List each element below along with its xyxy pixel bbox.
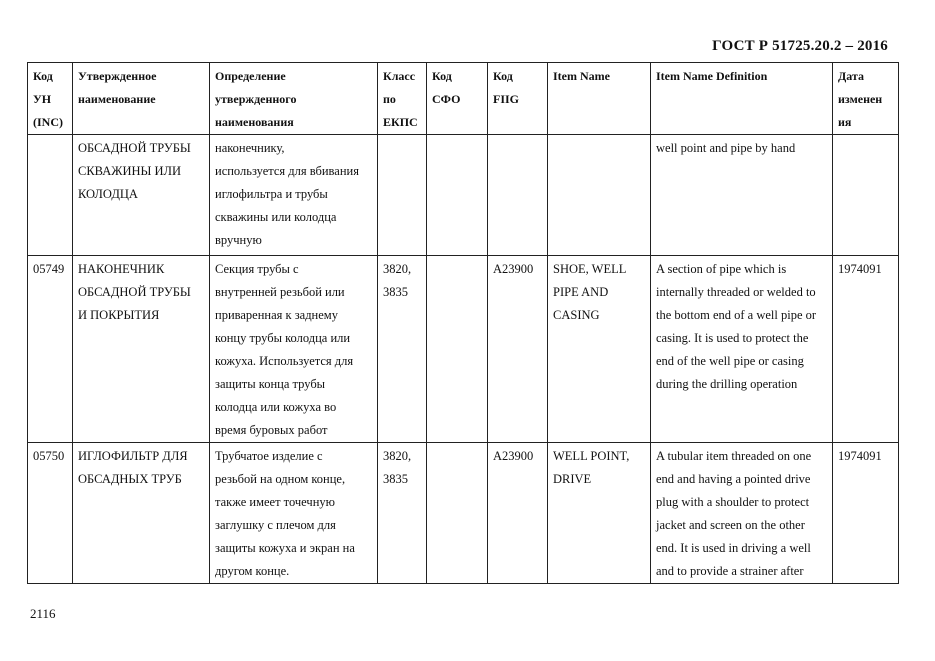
page-number: 2116 [30, 606, 56, 621]
cell-fiig-code [488, 135, 548, 256]
column-header-item-name-definition: Item Name Definition [651, 63, 833, 135]
cell-definition: наконечнику, используется для вбивания иглофильтра и трубы скважины или колодца вручную [210, 135, 378, 256]
standard-title: ГОСТ Р 51725.20.2 – 2016 [712, 38, 888, 54]
cell-inc-code [28, 135, 73, 256]
cell-change-date: 1974091 [833, 256, 899, 443]
cell-item-name: WELL POINT, DRIVE [548, 443, 651, 584]
column-header-inc-code: Код УН (INC) [28, 63, 73, 135]
cell-inc-code: 05749 [28, 256, 73, 443]
cell-ekps-class: 3820, 3835 [378, 256, 427, 443]
cell-sfo-code [427, 443, 488, 584]
cell-fiig-code: A23900 [488, 256, 548, 443]
cell-change-date: 1974091 [833, 443, 899, 584]
column-header-sfo-code: Код СФО [427, 63, 488, 135]
cell-sfo-code [427, 135, 488, 256]
cell-definition: Секция трубы с внутренней резьбой или приваренная к заднему концу трубы колодца или кожуха. Используется для защиты конца трубы колодца или кожуха во время буровых работ [210, 256, 378, 443]
cell-fiig-code: A23900 [488, 443, 548, 584]
cell-approved-name: ОБСАДНОЙ ТРУБЫ СКВАЖИНЫ ИЛИ КОЛОДЦА [73, 135, 210, 256]
column-header-ekps-class: Класс по ЕКПС [378, 63, 427, 135]
cell-ekps-class [378, 135, 427, 256]
cell-approved-name: НАКОНЕЧНИК ОБСАДНОЙ ТРУБЫ И ПОКРЫТИЯ [73, 256, 210, 443]
cell-item-name-definition: A section of pipe which is internally threaded or welded to the bottom end of a well pipe or casing. It is used to protect the end of the well pipe or casing during the drilling operation [651, 256, 833, 443]
column-header-item-name: Item Name [548, 63, 651, 135]
cell-ekps-class: 3820, 3835 [378, 443, 427, 584]
nomenclature-table [27, 62, 899, 584]
cell-inc-code: 05750 [28, 443, 73, 584]
cell-sfo-code [427, 256, 488, 443]
cell-item-name: SHOE, WELL PIPE AND CASING [548, 256, 651, 443]
cell-item-name-definition: well point and pipe by hand [651, 135, 833, 256]
column-header-definition: Определение утвержденного наименования [210, 63, 378, 135]
table-header-row [28, 63, 899, 135]
cell-approved-name: ИГЛОФИЛЬТР ДЛЯ ОБСАДНЫХ ТРУБ [73, 443, 210, 584]
cell-definition: Трубчатое изделие с резьбой на одном конце, также имеет точечную заглушку с плечом для защиты кожуха и экран на другом конце. [210, 443, 378, 584]
table-row [28, 443, 899, 584]
table-row [28, 256, 899, 443]
column-header-approved-name: Утвержденное наименование [73, 63, 210, 135]
cell-item-name-definition: A tubular item threaded on one end and having a pointed drive plug with a shoulder to protect jacket and screen on the other end. It is used in driving a well and to provide a strainer after [651, 443, 833, 584]
column-header-fiig-code: Код FIIG [488, 63, 548, 135]
column-header-change-date: Дата изменен ия [833, 63, 899, 135]
table-row [28, 135, 899, 256]
cell-item-name [548, 135, 651, 256]
cell-change-date [833, 135, 899, 256]
